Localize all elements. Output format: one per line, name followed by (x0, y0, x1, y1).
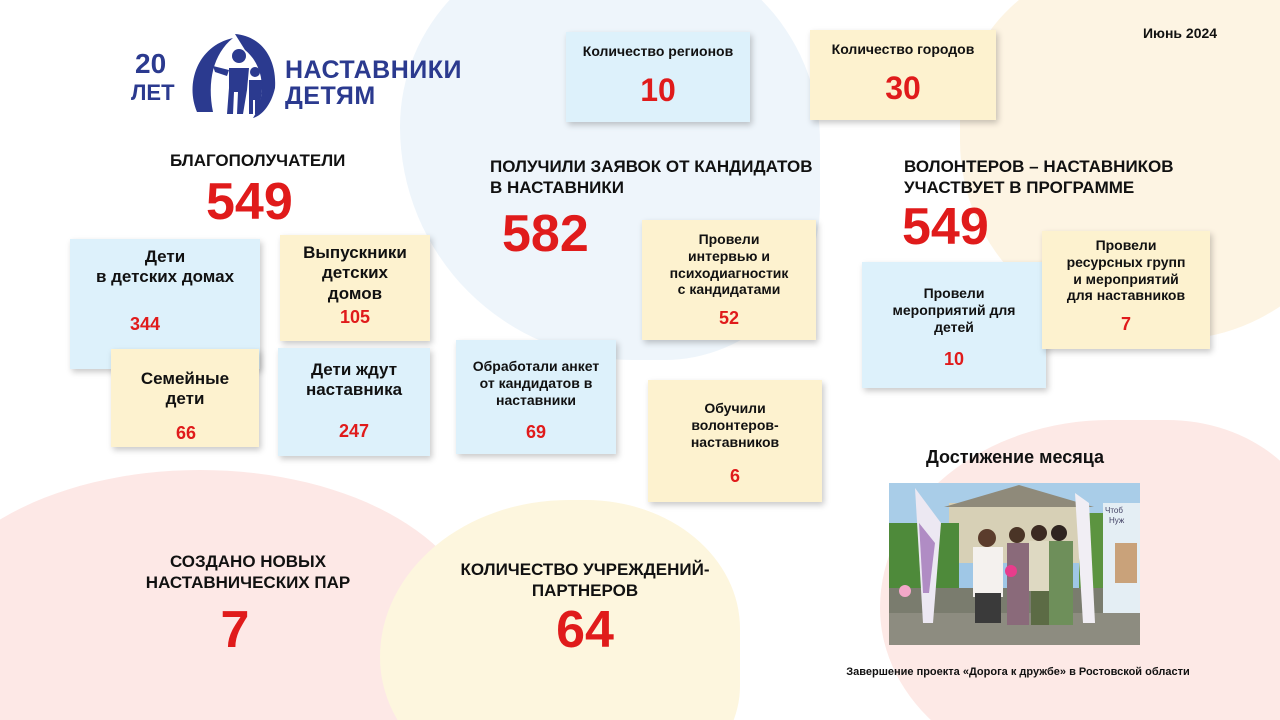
orphanage-value: 344 (129, 314, 161, 334)
achievement-photo (889, 483, 1140, 645)
cities-value: 30 (885, 69, 921, 106)
waiting-label-1: Дети ждут (310, 360, 398, 379)
processed-label-2: от кандидатов в (479, 374, 593, 391)
photo-banner-text-1: Чтоб (1105, 506, 1123, 515)
family-card (111, 349, 259, 447)
regions-card (566, 32, 750, 122)
achievement-caption: Завершение проекта «Дорога к дружбе» в Ростовской области (846, 666, 1190, 678)
photo-banner-text-2: Нуж (1109, 516, 1125, 525)
resource-groups-label-1: Провели (1095, 237, 1157, 253)
applications-title-line1: ПОЛУЧИЛИ ЗАЯВОК ОТ КАНДИДАТОВ (490, 157, 813, 176)
processed-label-3: наставники (496, 391, 576, 408)
resource-groups-card (1042, 231, 1210, 349)
interviews-value: 52 (718, 308, 740, 329)
cities-label: Количество городов (831, 41, 975, 57)
resource-groups-label-2: ресурсных групп (1066, 253, 1186, 270)
trained-label-3: наставников (690, 433, 780, 450)
processed-label-1: Обработали анкет (472, 358, 600, 374)
graduates-label-1: Выпускники (303, 243, 407, 262)
orphanage-label-2: в детских домах (95, 267, 235, 287)
logo-years-word: ЛЕТ (131, 80, 175, 105)
interviews-label-3: психодиагностик (669, 264, 789, 281)
interviews-label-4: с кандидатами (677, 281, 781, 298)
trained-label-1: Обучили (704, 400, 766, 416)
resource-groups-label-4: для наставников (1066, 287, 1186, 304)
volunteers-total: 549 (902, 198, 989, 256)
family-value: 66 (175, 423, 197, 443)
achievement-title: Достижение месяца (925, 447, 1105, 467)
regions-label: Количество регионов (582, 43, 734, 59)
new-pairs-title (130, 552, 366, 593)
resource-groups-label-3: и мероприятий (1073, 270, 1179, 287)
partners-title-line2: ПАРТНЕРОВ (531, 580, 639, 600)
regions-value: 10 (640, 71, 676, 108)
interviews-card (642, 220, 816, 340)
new-pairs-title-line1: СОЗДАНО НОВЫХ (169, 552, 327, 571)
partners-value: 64 (556, 601, 614, 659)
partners-title (440, 560, 730, 601)
graduates-label-3: домов (327, 283, 383, 303)
logo-line2: ДЕТЯМ (285, 82, 376, 110)
graduates-label-2: детских (322, 263, 388, 283)
applications-total: 582 (502, 205, 589, 263)
waiting-value: 247 (338, 420, 370, 441)
waiting-card (278, 348, 430, 456)
family-label-2: дети (165, 389, 205, 409)
cities-card (810, 30, 996, 120)
events-children-label-2: мероприятий для (892, 301, 1016, 318)
graduates-card (280, 235, 430, 341)
report-date: Июнь 2024 (1142, 25, 1218, 41)
trained-card (648, 380, 822, 502)
graduates-value: 105 (339, 307, 371, 328)
waiting-label-2: наставника (305, 380, 403, 400)
resource-groups-value: 7 (1120, 314, 1131, 335)
logo-years-number: 20 (135, 48, 167, 79)
events-children-value: 10 (943, 349, 965, 370)
volunteers-title-line1: ВОЛОНТЕРОВ – НАСТАВНИКОВ (904, 157, 1174, 176)
events-children-label-3: детей (934, 318, 974, 335)
family-label-1: Семейные (140, 369, 230, 388)
beneficiaries-title: БЛАГОПОЛУЧАТЕЛИ (170, 151, 346, 170)
applications-title-line2: В НАСТАВНИКИ (490, 177, 624, 197)
processed-card (456, 340, 616, 454)
events-children-card (862, 262, 1046, 388)
orphanage-label-1: Дети (144, 247, 186, 266)
interviews-label-2: интервью и (688, 247, 770, 264)
events-children-label-1: Провели (923, 285, 985, 301)
volunteers-title-line2: УЧАСТВУЕТ В ПРОГРАММЕ (904, 177, 1135, 197)
trained-label-2: волонтеров- (691, 416, 779, 433)
applications-title (490, 157, 812, 198)
logo (125, 28, 465, 120)
partners-title-line1: КОЛИЧЕСТВО УЧРЕЖДЕНИЙ- (460, 560, 710, 579)
logo-line1: НАСТАВНИКИ (285, 56, 462, 84)
new-pairs-value: 7 (220, 601, 250, 659)
volunteers-title (904, 157, 1174, 198)
logo-people-icon (183, 28, 283, 120)
beneficiaries-total: 549 (206, 173, 293, 231)
processed-value: 69 (525, 422, 547, 443)
trained-value: 6 (729, 466, 740, 487)
new-pairs-title-line2: НАСТАВНИЧЕСКИХ ПАР (145, 572, 351, 592)
interviews-label-1: Провели (698, 231, 760, 247)
